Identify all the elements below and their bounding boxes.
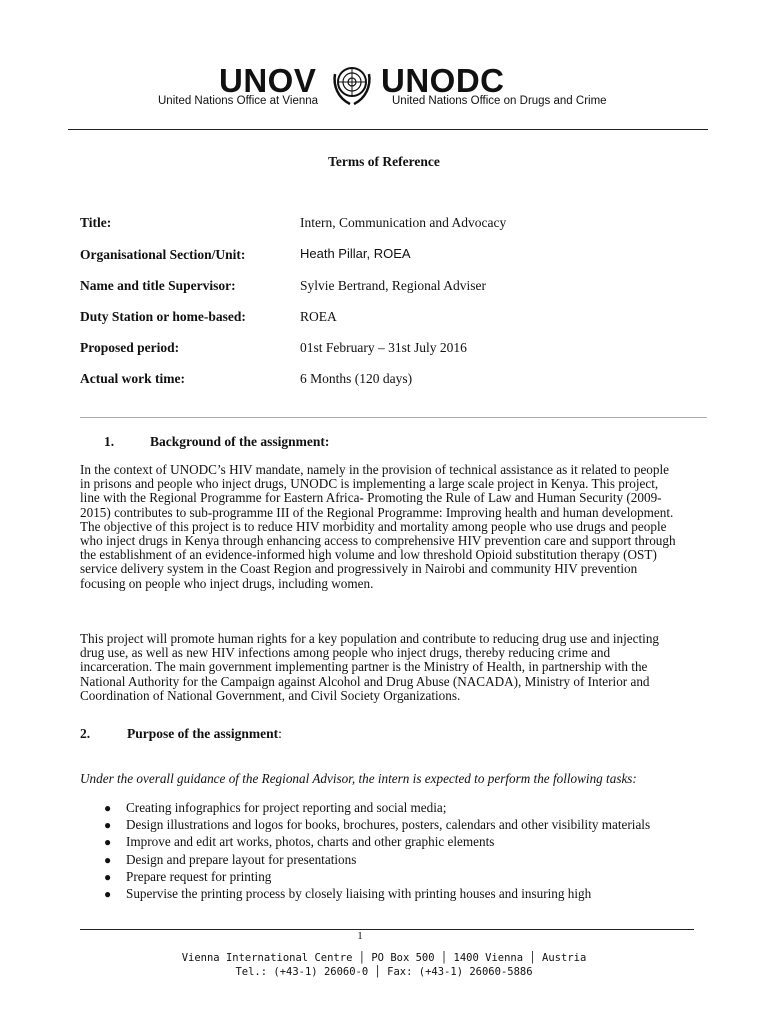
bullet-icon: ● bbox=[104, 887, 112, 902]
task-text: Improve and edit art works, photos, charts and other graphic elements bbox=[126, 834, 495, 850]
task-text: Creating infographics for project reporting and social media; bbox=[126, 800, 447, 815]
list-item bbox=[80, 818, 680, 832]
meta-value-section: Heath Pillar, ROEA bbox=[300, 246, 411, 261]
un-emblem-icon bbox=[328, 60, 376, 113]
unodc-full-name: United Nations Office on Drugs and Crime bbox=[392, 95, 607, 107]
section-2-heading-wrap bbox=[127, 726, 282, 742]
section-2-heading-colon: : bbox=[278, 726, 282, 741]
meta-label-period: Proposed period: bbox=[80, 340, 180, 355]
list-item bbox=[80, 887, 680, 901]
meta-value-duty-station: ROEA bbox=[300, 309, 337, 324]
section-1-paragraph-1: In the context of UNODC’s HIV mandate, namely in the provision of technical assistance as it related to people in prisons and people who inject drugs, UNODC is implementing a large scale project in Kenya. This project, line with the Regional Programme for Eastern Africa- Promoting the Rule of Law and Human Security (2009-2015) contributes to sub-programme III of the Regional Programme: Improving health and human development. The objective of this project is to reduce HIV morbidity and mortality among people who use drugs and people who inject drugs in Kenya through enhancing access to comprehensive HIV prevention care and support through the establishment of an evidence-informed high volume and low threshold Opioid substitution therapy (OST) service delivery system in the Coast Region and progressively in Nairobi and community HIV prevention focusing on people who inject drugs, including women. bbox=[80, 462, 676, 591]
list-item bbox=[80, 835, 680, 849]
meta-value-supervisor: Sylvie Bertrand, Regional Adviser bbox=[300, 278, 486, 293]
meta-divider bbox=[80, 417, 707, 418]
task-text: Prepare request for printing bbox=[126, 868, 272, 884]
section-2-heading: Purpose of the assignment bbox=[127, 726, 279, 741]
task-text: Supervise the printing process by closely liaising with printing houses and insuring high bbox=[126, 886, 592, 902]
section-2-number: 2. bbox=[80, 726, 91, 741]
meta-label-title: Title: bbox=[80, 215, 112, 230]
footer-address: Vienna International Centre │ PO Box 500 │ 1400 Vienna │ Austria bbox=[181, 952, 587, 964]
list-item bbox=[80, 853, 680, 867]
meta-value-title: Intern, Communication and Advocacy bbox=[300, 215, 507, 230]
document-title: Terms of Reference bbox=[328, 154, 440, 169]
meta-label-section: Organisational Section/Unit: bbox=[80, 247, 246, 262]
bullet-icon: ● bbox=[104, 835, 112, 850]
bullet-icon: ● bbox=[104, 801, 112, 815]
unov-logo-text: UNOV bbox=[219, 62, 317, 99]
bullet-icon: ● bbox=[104, 869, 112, 884]
section-1-number: 1. bbox=[104, 434, 115, 449]
task-text: Design illustrations and logos for books, brochures, posters, calendars and other visibility materials bbox=[126, 817, 651, 833]
task-text: Design and prepare layout for presentations bbox=[126, 851, 357, 867]
list-item bbox=[80, 870, 680, 884]
meta-label-supervisor: Name and title Supervisor: bbox=[80, 278, 236, 293]
header-divider bbox=[68, 129, 708, 130]
bullet-icon: ● bbox=[104, 852, 112, 867]
section-2-intro: Under the overall guidance of the Regional Advisor, the intern is expected to perform the following tasks: bbox=[80, 771, 637, 786]
list-item bbox=[80, 801, 680, 815]
meta-value-work-time: 6 Months (120 days) bbox=[300, 371, 413, 386]
page-number: 1 bbox=[357, 930, 363, 942]
task-list bbox=[80, 801, 680, 904]
footer-contact: Tel.: (+43-1) 26060-0 │ Fax: (+43-1) 26060-5886 bbox=[235, 966, 533, 978]
section-1-heading: Background of the assignment: bbox=[150, 434, 330, 449]
meta-label-duty-station: Duty Station or home-based: bbox=[80, 309, 246, 324]
section-1-paragraph-2: This project will promote human rights for a key population and contribute to reducing drug use and injecting drug use, as well as new HIV infections among people who inject drugs, thereby reducing crime and incarceration. The main government implementing partner is the Ministry of Health, in partnership with the National Authority for the Campaign against Alcohol and Drug Abuse (NACADA), Ministry of Interior and Coordination of National Government, and Civil Society Organizations. bbox=[80, 631, 660, 703]
unodc-logo-text: UNODC bbox=[381, 62, 505, 99]
meta-value-period: 01st February – 31st July 2016 bbox=[300, 340, 467, 355]
unov-full-name: United Nations Office at Vienna bbox=[158, 95, 319, 107]
bullet-icon: ● bbox=[104, 818, 112, 833]
meta-label-work-time: Actual work time: bbox=[80, 371, 185, 386]
